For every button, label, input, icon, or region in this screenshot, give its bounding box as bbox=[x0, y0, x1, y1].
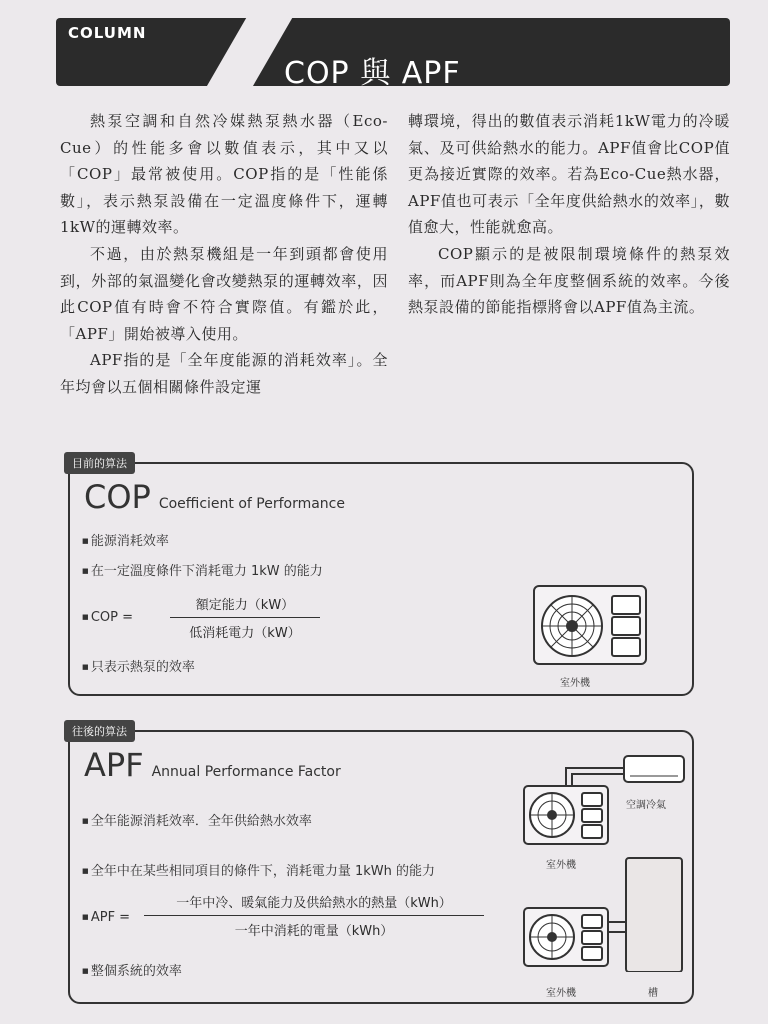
apf-box bbox=[68, 725, 694, 1004]
apf-numerator: 一年中冷、暖氣能力及供給熱水的熱量（kWh） bbox=[176, 896, 452, 911]
paragraph: COP顯示的是被限制環境條件的熱泵效率，而APF則為全年度整個系統的效率。今後熱泵設備的節能指標將會以APF值為主流。 bbox=[408, 244, 730, 317]
outdoor-unit-icon bbox=[532, 584, 652, 670]
cop-title: COP bbox=[84, 478, 151, 516]
cop-heading bbox=[84, 478, 345, 516]
ac-label: 空調冷氣 bbox=[626, 800, 666, 811]
cop-formula bbox=[170, 594, 320, 641]
fraction-line bbox=[144, 915, 484, 916]
cop-numerator: 額定能力（kW） bbox=[195, 598, 295, 613]
left-text-column bbox=[60, 108, 388, 401]
apf-badge: 往後的算法 bbox=[64, 720, 135, 742]
apf-outdoor-label-1: 室外機 bbox=[546, 860, 576, 871]
cop-box bbox=[68, 457, 694, 696]
tank-label: 槽 bbox=[648, 988, 658, 999]
paragraph: 不過，由於熱泵機組是一年到頭都會使用到，外部的氣溫變化會改變熱泵的運轉效率，因此COP值有時會不符合實際值。有鑑於此，「APF」開始被導入使用。 bbox=[60, 244, 388, 343]
apf-formula-label: ■ APF = bbox=[82, 910, 130, 925]
apf-subtitle: Annual Performance Factor bbox=[151, 764, 341, 780]
apf-title: APF bbox=[84, 746, 144, 784]
cop-bullet-1: ■ 能源消耗效率 bbox=[82, 530, 169, 549]
outdoor-unit-icon bbox=[522, 784, 612, 848]
paragraph: APF指的是「全年度能源的消耗效率」。全年均會以五個相關條件設定運 bbox=[60, 351, 388, 396]
apf-bullet-1: ■ 全年能源消耗效率．全年供給熱水效率 bbox=[82, 810, 312, 829]
cop-subtitle: Coefficient of Performance bbox=[158, 496, 345, 512]
cop-denominator: 低消耗電力（kW） bbox=[189, 626, 301, 641]
apf-denominator: 一年中消耗的電量（kWh） bbox=[234, 924, 394, 939]
apf-bullet-2: ■ 全年中在某些相同項目的條件下，消耗電力量 1kWh 的能力 bbox=[82, 860, 435, 879]
header-slash-divider bbox=[203, 14, 294, 92]
right-text-column bbox=[408, 108, 730, 321]
cop-bullet-4: ■ 只表示熱泵的效率 bbox=[82, 656, 195, 675]
apf-formula bbox=[144, 892, 484, 939]
apf-bullet-4: ■ 整個系統的效率 bbox=[82, 960, 182, 979]
cop-outdoor-label: 室外機 bbox=[560, 678, 590, 689]
cop-bullet-2: ■ 在一定溫度條件下消耗電力 1kW 的能力 bbox=[82, 560, 323, 579]
column-tag: COLUMN bbox=[68, 24, 147, 42]
fraction-line bbox=[170, 617, 320, 618]
apf-heading bbox=[84, 746, 341, 784]
cop-formula-label: ■ COP = bbox=[82, 610, 133, 625]
column-header bbox=[56, 18, 730, 91]
cop-badge: 目前的算法 bbox=[64, 452, 135, 474]
page-title: COP 與 APF bbox=[284, 56, 461, 91]
paragraph: 轉環境，得出的數值表示消耗1kW電力的冷暖氣、及可供給熱水的能力。APF值會比COP值更為接近實際的效率。若為Eco-Cue熱水器，APF值也可表示「全年度供給熱水的效率」，數值愈大，性能就愈高。 bbox=[408, 112, 730, 237]
paragraph: 熱泵空調和自然冷媒熱泵熱水器（Eco-Cue）的性能多會以數值表示，其中又以「COP」最常被使用。COP指的是「性能係數」，表示熱泵設備在一定溫度條件下，運轉1kW的運轉效率。 bbox=[60, 112, 388, 237]
apf-outdoor-label-2: 室外機 bbox=[546, 988, 576, 999]
outdoor-unit-with-tank-icon bbox=[522, 856, 692, 972]
